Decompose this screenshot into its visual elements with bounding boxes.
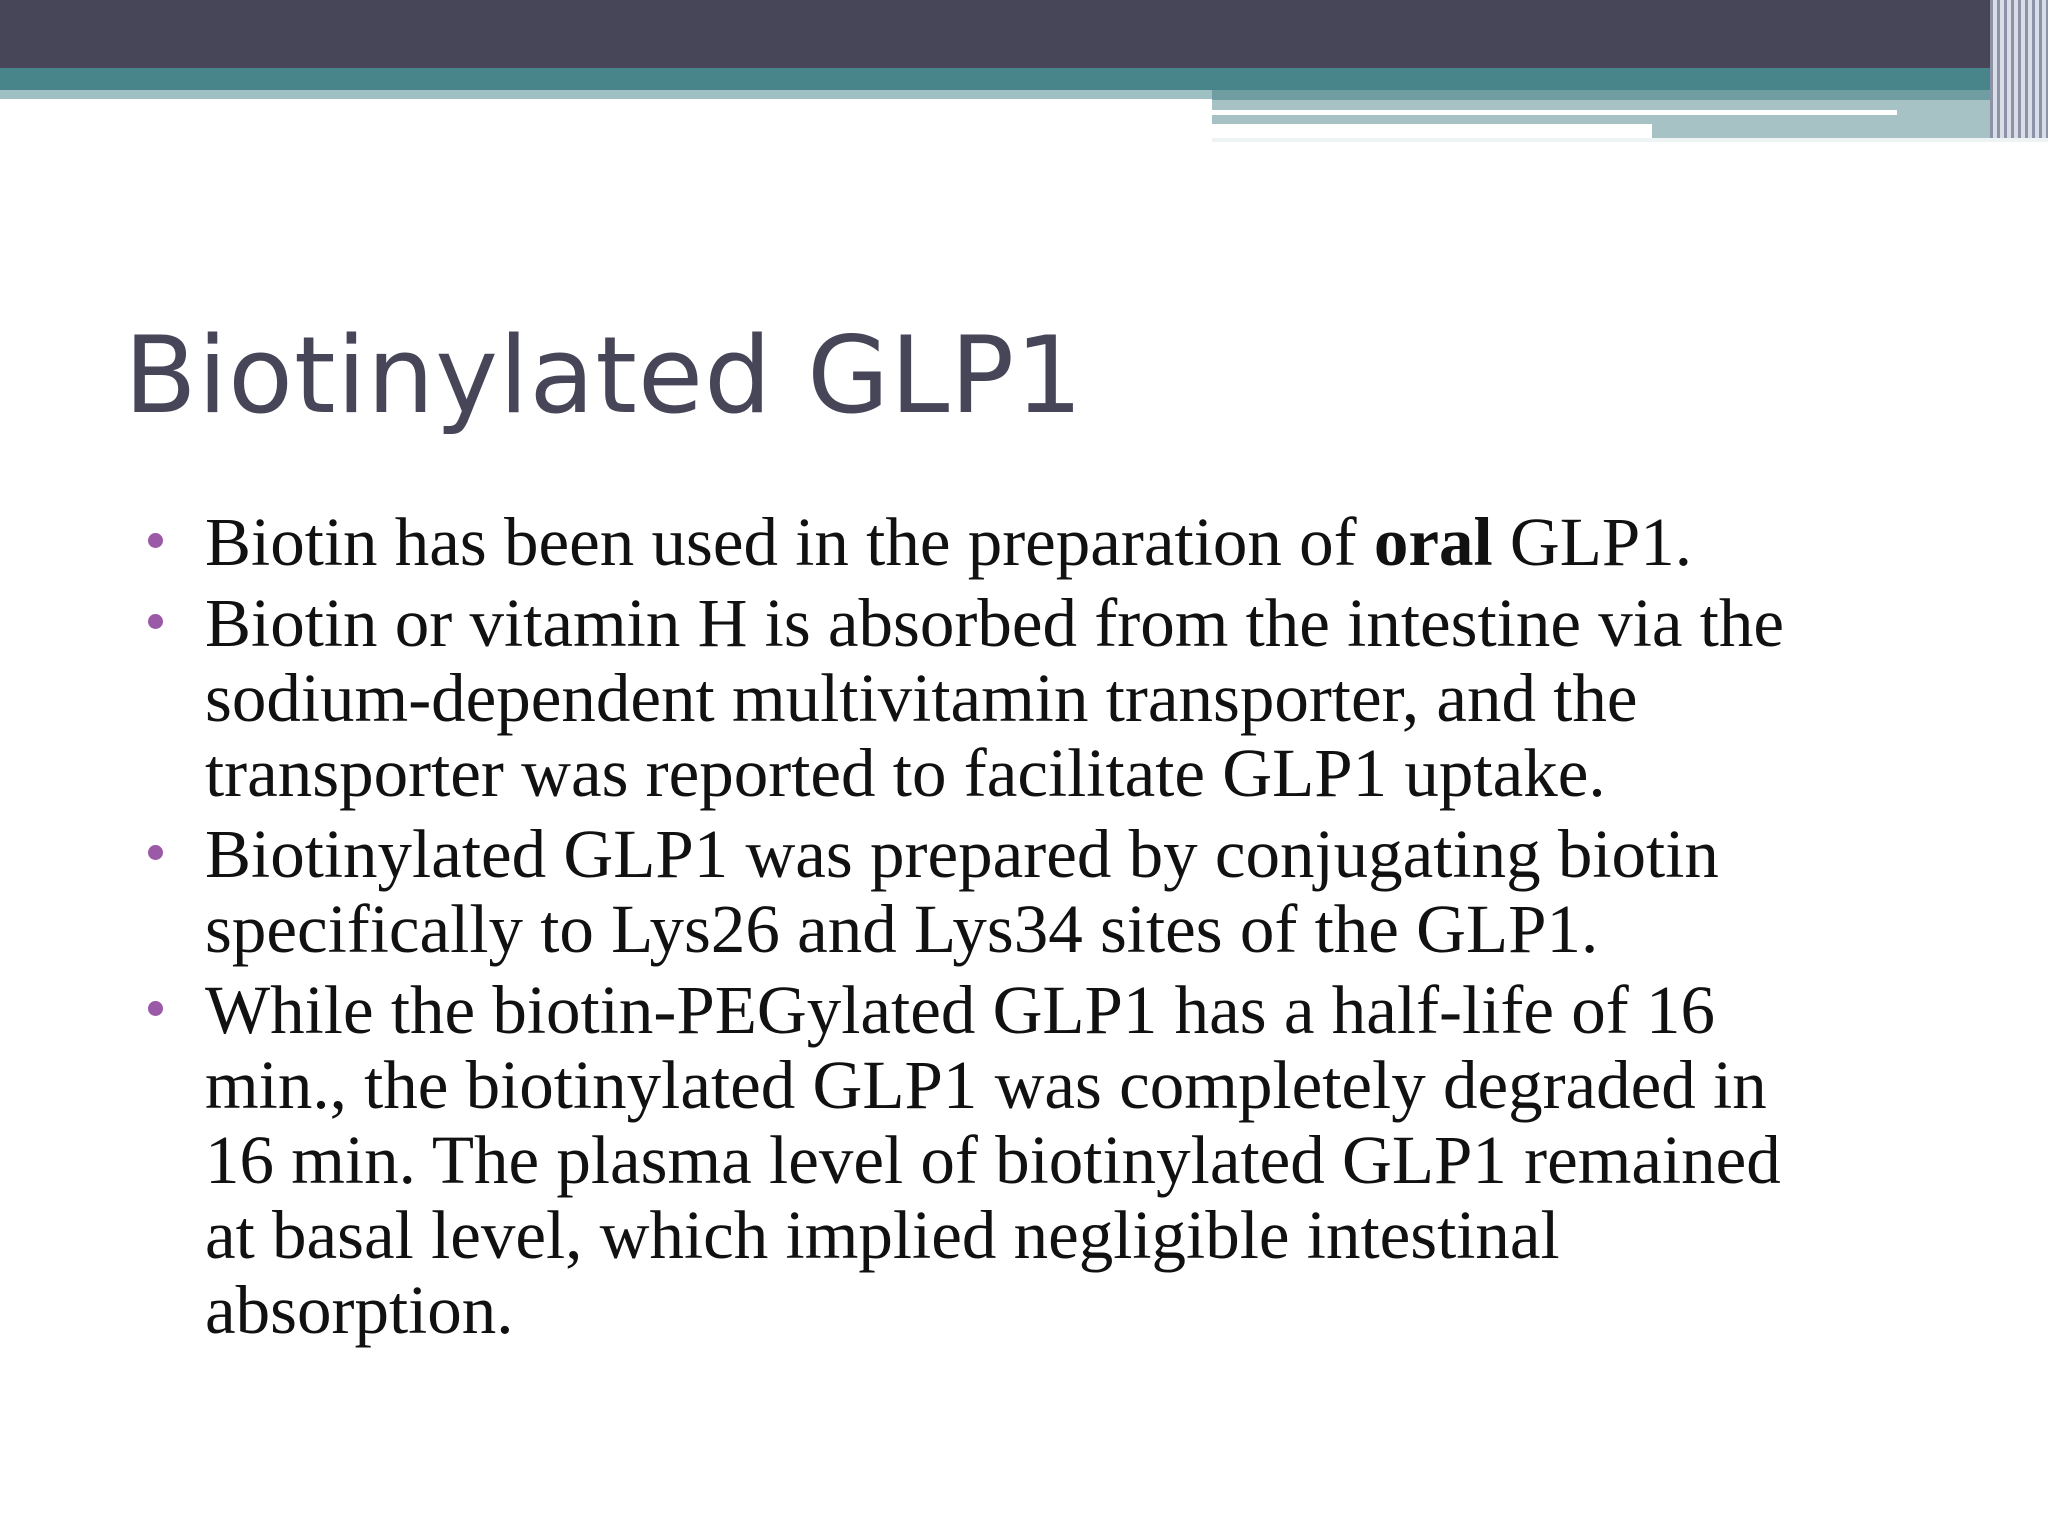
bullet-marker-icon: [148, 533, 163, 548]
bullet-marker-icon: [148, 845, 163, 860]
bullet-line: Biotinylated GLP1 was prepared by conjugating biotin: [205, 816, 1719, 892]
slide-title: Biotinylated GLP1: [124, 314, 1084, 437]
header-band-line: [1212, 110, 1897, 115]
bullet-line: While the biotin-PEGylated GLP1 has a half-life of 16: [205, 972, 1715, 1048]
bullet-item: [148, 817, 1948, 967]
bullet-line: absorption.: [205, 1272, 514, 1348]
bullet-item: [148, 973, 1948, 1348]
bullet-line: [205, 505, 1948, 580]
bullet-text-bold: oral: [1373, 504, 1493, 580]
bullet-line: sodium-dependent multivitamin transporter, and the: [205, 660, 1638, 736]
bullet-line: at basal level, which implied negligible intestinal: [205, 1197, 1560, 1273]
bullet-line: 16 min. The plasma level of biotinylated GLP1 remained: [205, 1122, 1781, 1198]
header-band-light: [0, 90, 1212, 99]
header-band-mid: [1212, 90, 2048, 100]
header-band-block: [1212, 124, 1652, 138]
bullet-marker-icon: [148, 614, 163, 629]
header-band-fade: [1212, 138, 2048, 142]
header-band-dark: [0, 0, 2048, 68]
bullet-text: Biotin has been used in the preparation of: [205, 504, 1374, 580]
bullet-item: [148, 586, 1948, 811]
bullet-text: GLP1.: [1492, 504, 1693, 580]
bullet-marker-icon: [148, 1001, 163, 1016]
header-band-teal: [0, 68, 2048, 90]
bullet-list: [148, 505, 1948, 1354]
bullet-item: [148, 505, 1948, 580]
header-stripes: [1990, 0, 2048, 138]
bullet-line: specifically to Lys26 and Lys34 sites of the GLP1.: [205, 891, 1599, 967]
bullet-line: transporter was reported to facilitate GLP1 uptake.: [205, 735, 1606, 811]
bullet-line: min., the biotinylated GLP1 was completely degraded in: [205, 1047, 1767, 1123]
bullet-line: Biotin or vitamin H is absorbed from the intestine via the: [205, 585, 1785, 661]
